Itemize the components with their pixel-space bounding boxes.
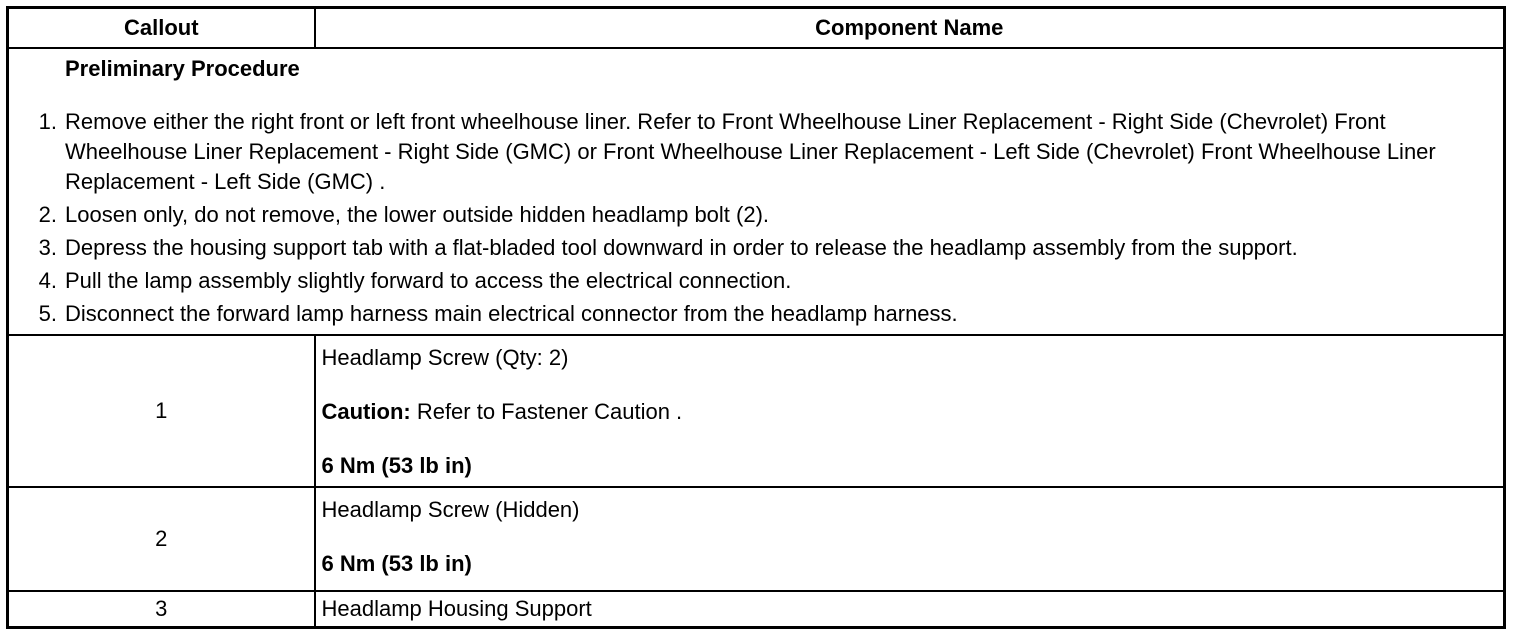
procedure-step: Remove either the right front or left front wheelhouse liner. Refer to Front Wheelhouse Liner Replacement - Right Side (Chevrolet) Front Wheelhouse Liner Replacement - Right Side (GMC) or Front Wheelhouse Liner Replacement - Left Side (Chevrolet) Front Wheelhouse Liner Replacement - Left Side (GMC) . <box>65 109 1436 194</box>
preliminary-procedure-title: Preliminary Procedure <box>65 56 300 81</box>
procedure-table <box>6 6 1506 629</box>
table-row <box>8 487 1505 591</box>
torque-spec: 6 Nm (53 lb in) <box>321 551 472 576</box>
caution-note <box>322 398 1498 426</box>
caution-label: Caution: <box>321 399 411 424</box>
preliminary-procedure-cell <box>8 48 1505 335</box>
procedure-steps <box>25 107 1495 329</box>
table-row <box>8 591 1505 627</box>
procedure-step: Loosen only, do not remove, the lower outside hidden headlamp bolt (2). <box>65 202 770 227</box>
caution-text: Refer to Fastener Caution . <box>410 399 683 424</box>
callout-number: 3 <box>8 591 315 627</box>
preliminary-row <box>8 48 1505 335</box>
component-name: Headlamp Housing Support <box>321 595 592 621</box>
callout-number: 1 <box>8 335 315 487</box>
component-cell <box>315 487 1505 591</box>
component-name: Headlamp Screw (Hidden) <box>321 497 580 522</box>
header-row <box>8 8 1505 49</box>
component-cell <box>315 335 1505 487</box>
component-cell <box>315 591 1505 627</box>
callout-header: Callout <box>8 8 315 49</box>
callout-number: 2 <box>8 487 315 591</box>
procedure-step: Depress the housing support tab with a flat-bladed tool downward in order to release the headlamp assembly from the support. <box>65 235 1298 260</box>
procedure-step: Disconnect the forward lamp harness main electrical connector from the headlamp harness. <box>65 301 958 326</box>
table-row <box>8 335 1505 487</box>
component-name: Headlamp Screw (Qty: 2) <box>321 345 569 370</box>
torque-spec: 6 Nm (53 lb in) <box>321 453 472 478</box>
procedure-step: Pull the lamp assembly slightly forward to access the electrical connection. <box>65 268 792 293</box>
component-name-header: Component Name <box>315 8 1505 49</box>
